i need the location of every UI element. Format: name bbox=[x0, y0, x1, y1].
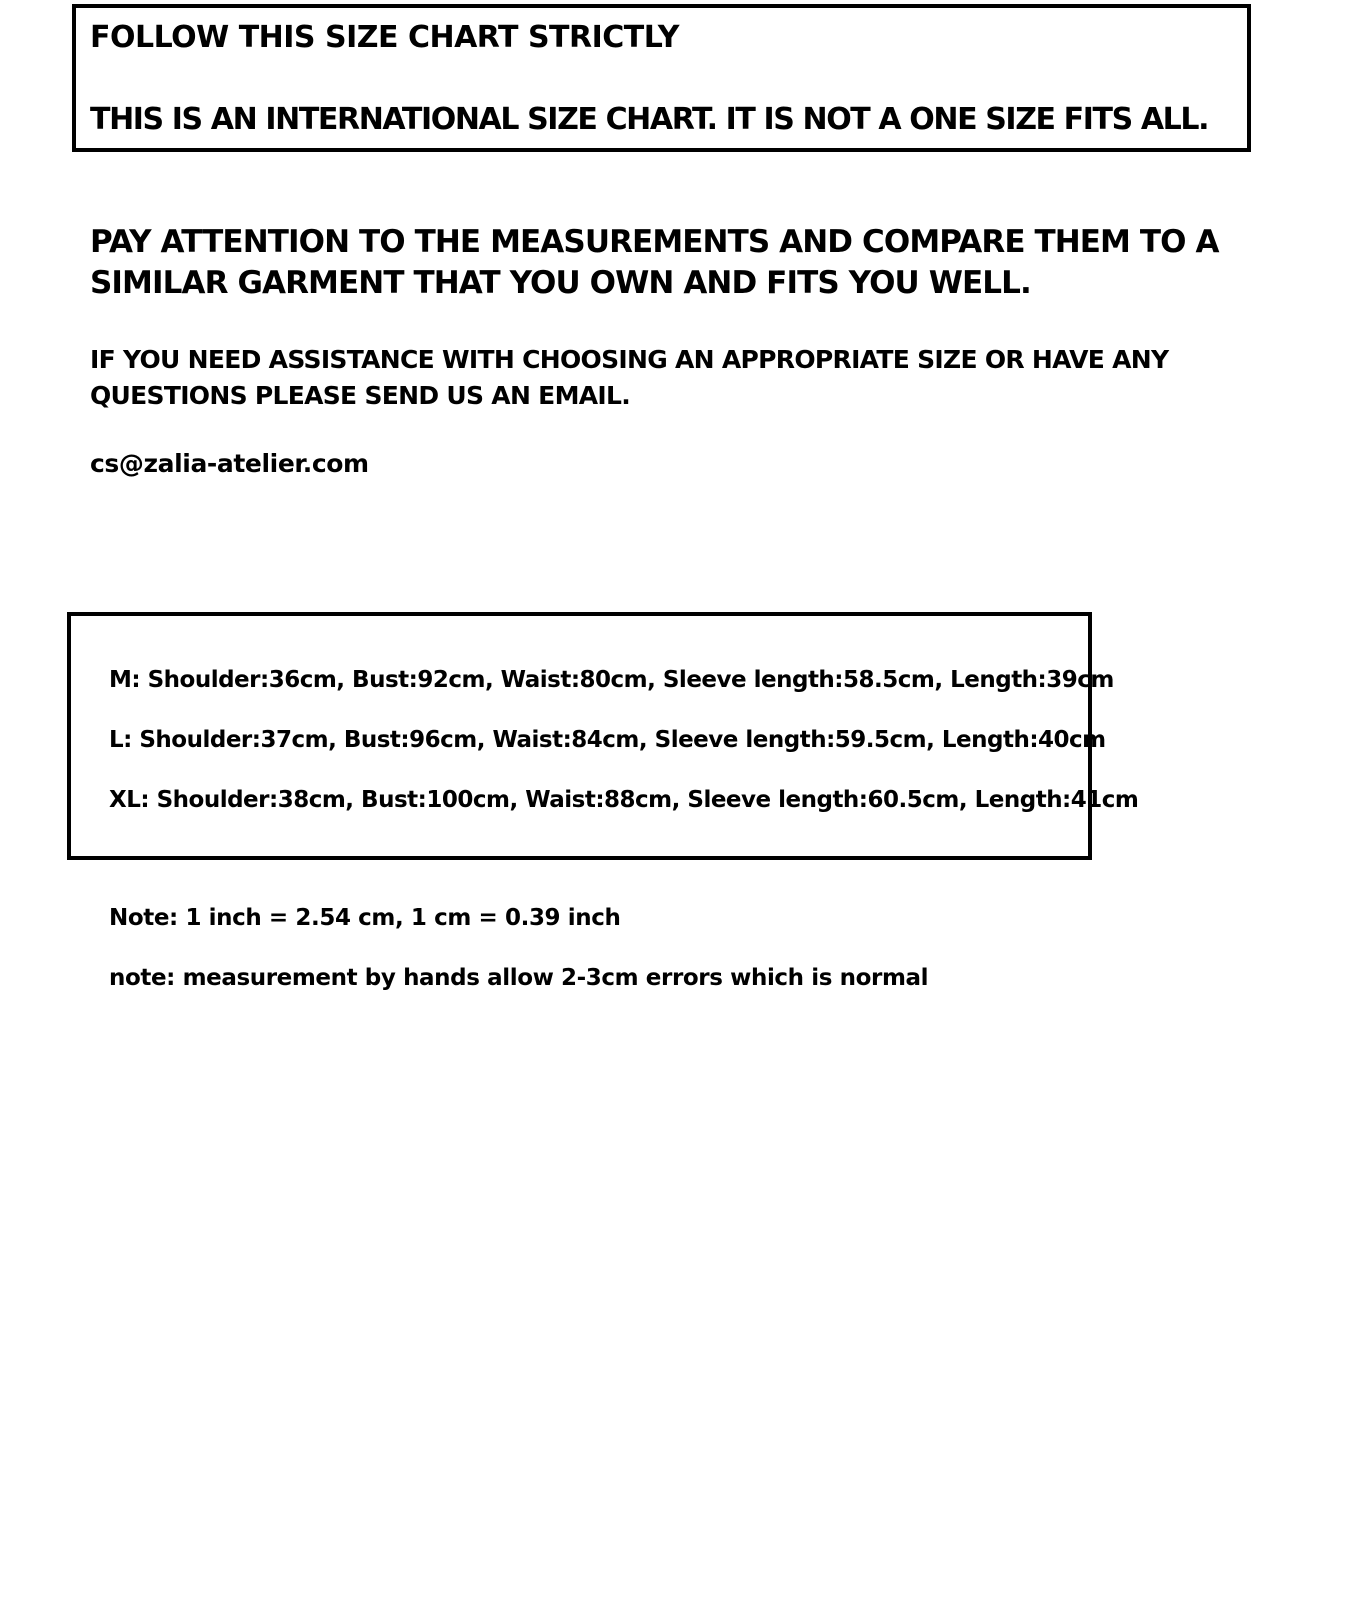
contact-email: cs@zalia-atelier.com bbox=[90, 449, 369, 478]
attention-line-1: PAY ATTENTION TO THE MEASUREMENTS AND COMPARE THEM TO A bbox=[90, 224, 1219, 260]
unit-conversion-note: Note: 1 inch = 2.54 cm, 1 cm = 0.39 inch bbox=[109, 905, 621, 931]
assistance-line-2: QUESTIONS PLEASE SEND US AN EMAIL. bbox=[90, 381, 631, 410]
measurement-tolerance-note: note: measurement by hands allow 2-3cm errors which is normal bbox=[109, 965, 929, 991]
size-row-l: L: Shoulder:37cm, Bust:96cm, Waist:84cm, Sleeve length:59.5cm, Length:40cm bbox=[109, 727, 1106, 753]
size-chart-notice-box bbox=[72, 4, 1251, 152]
attention-line-2: SIMILAR GARMENT THAT YOU OWN AND FITS YOU WELL. bbox=[90, 265, 1031, 301]
attention-paragraph bbox=[90, 222, 1219, 304]
notice-subheading: THIS IS AN INTERNATIONAL SIZE CHART. IT IS NOT A ONE SIZE FITS ALL. bbox=[90, 102, 1209, 137]
size-row-m: M: Shoulder:36cm, Bust:92cm, Waist:80cm, Sleeve length:58.5cm, Length:39cm bbox=[109, 667, 1114, 693]
size-row-xl: XL: Shoulder:38cm, Bust:100cm, Waist:88cm, Sleeve length:60.5cm, Length:41cm bbox=[109, 787, 1139, 813]
notice-heading: FOLLOW THIS SIZE CHART STRICTLY bbox=[90, 20, 679, 55]
assistance-paragraph bbox=[90, 342, 1168, 414]
assistance-line-1: IF YOU NEED ASSISTANCE WITH CHOOSING AN APPROPRIATE SIZE OR HAVE ANY bbox=[90, 345, 1169, 374]
size-measurements-box bbox=[67, 612, 1139, 860]
